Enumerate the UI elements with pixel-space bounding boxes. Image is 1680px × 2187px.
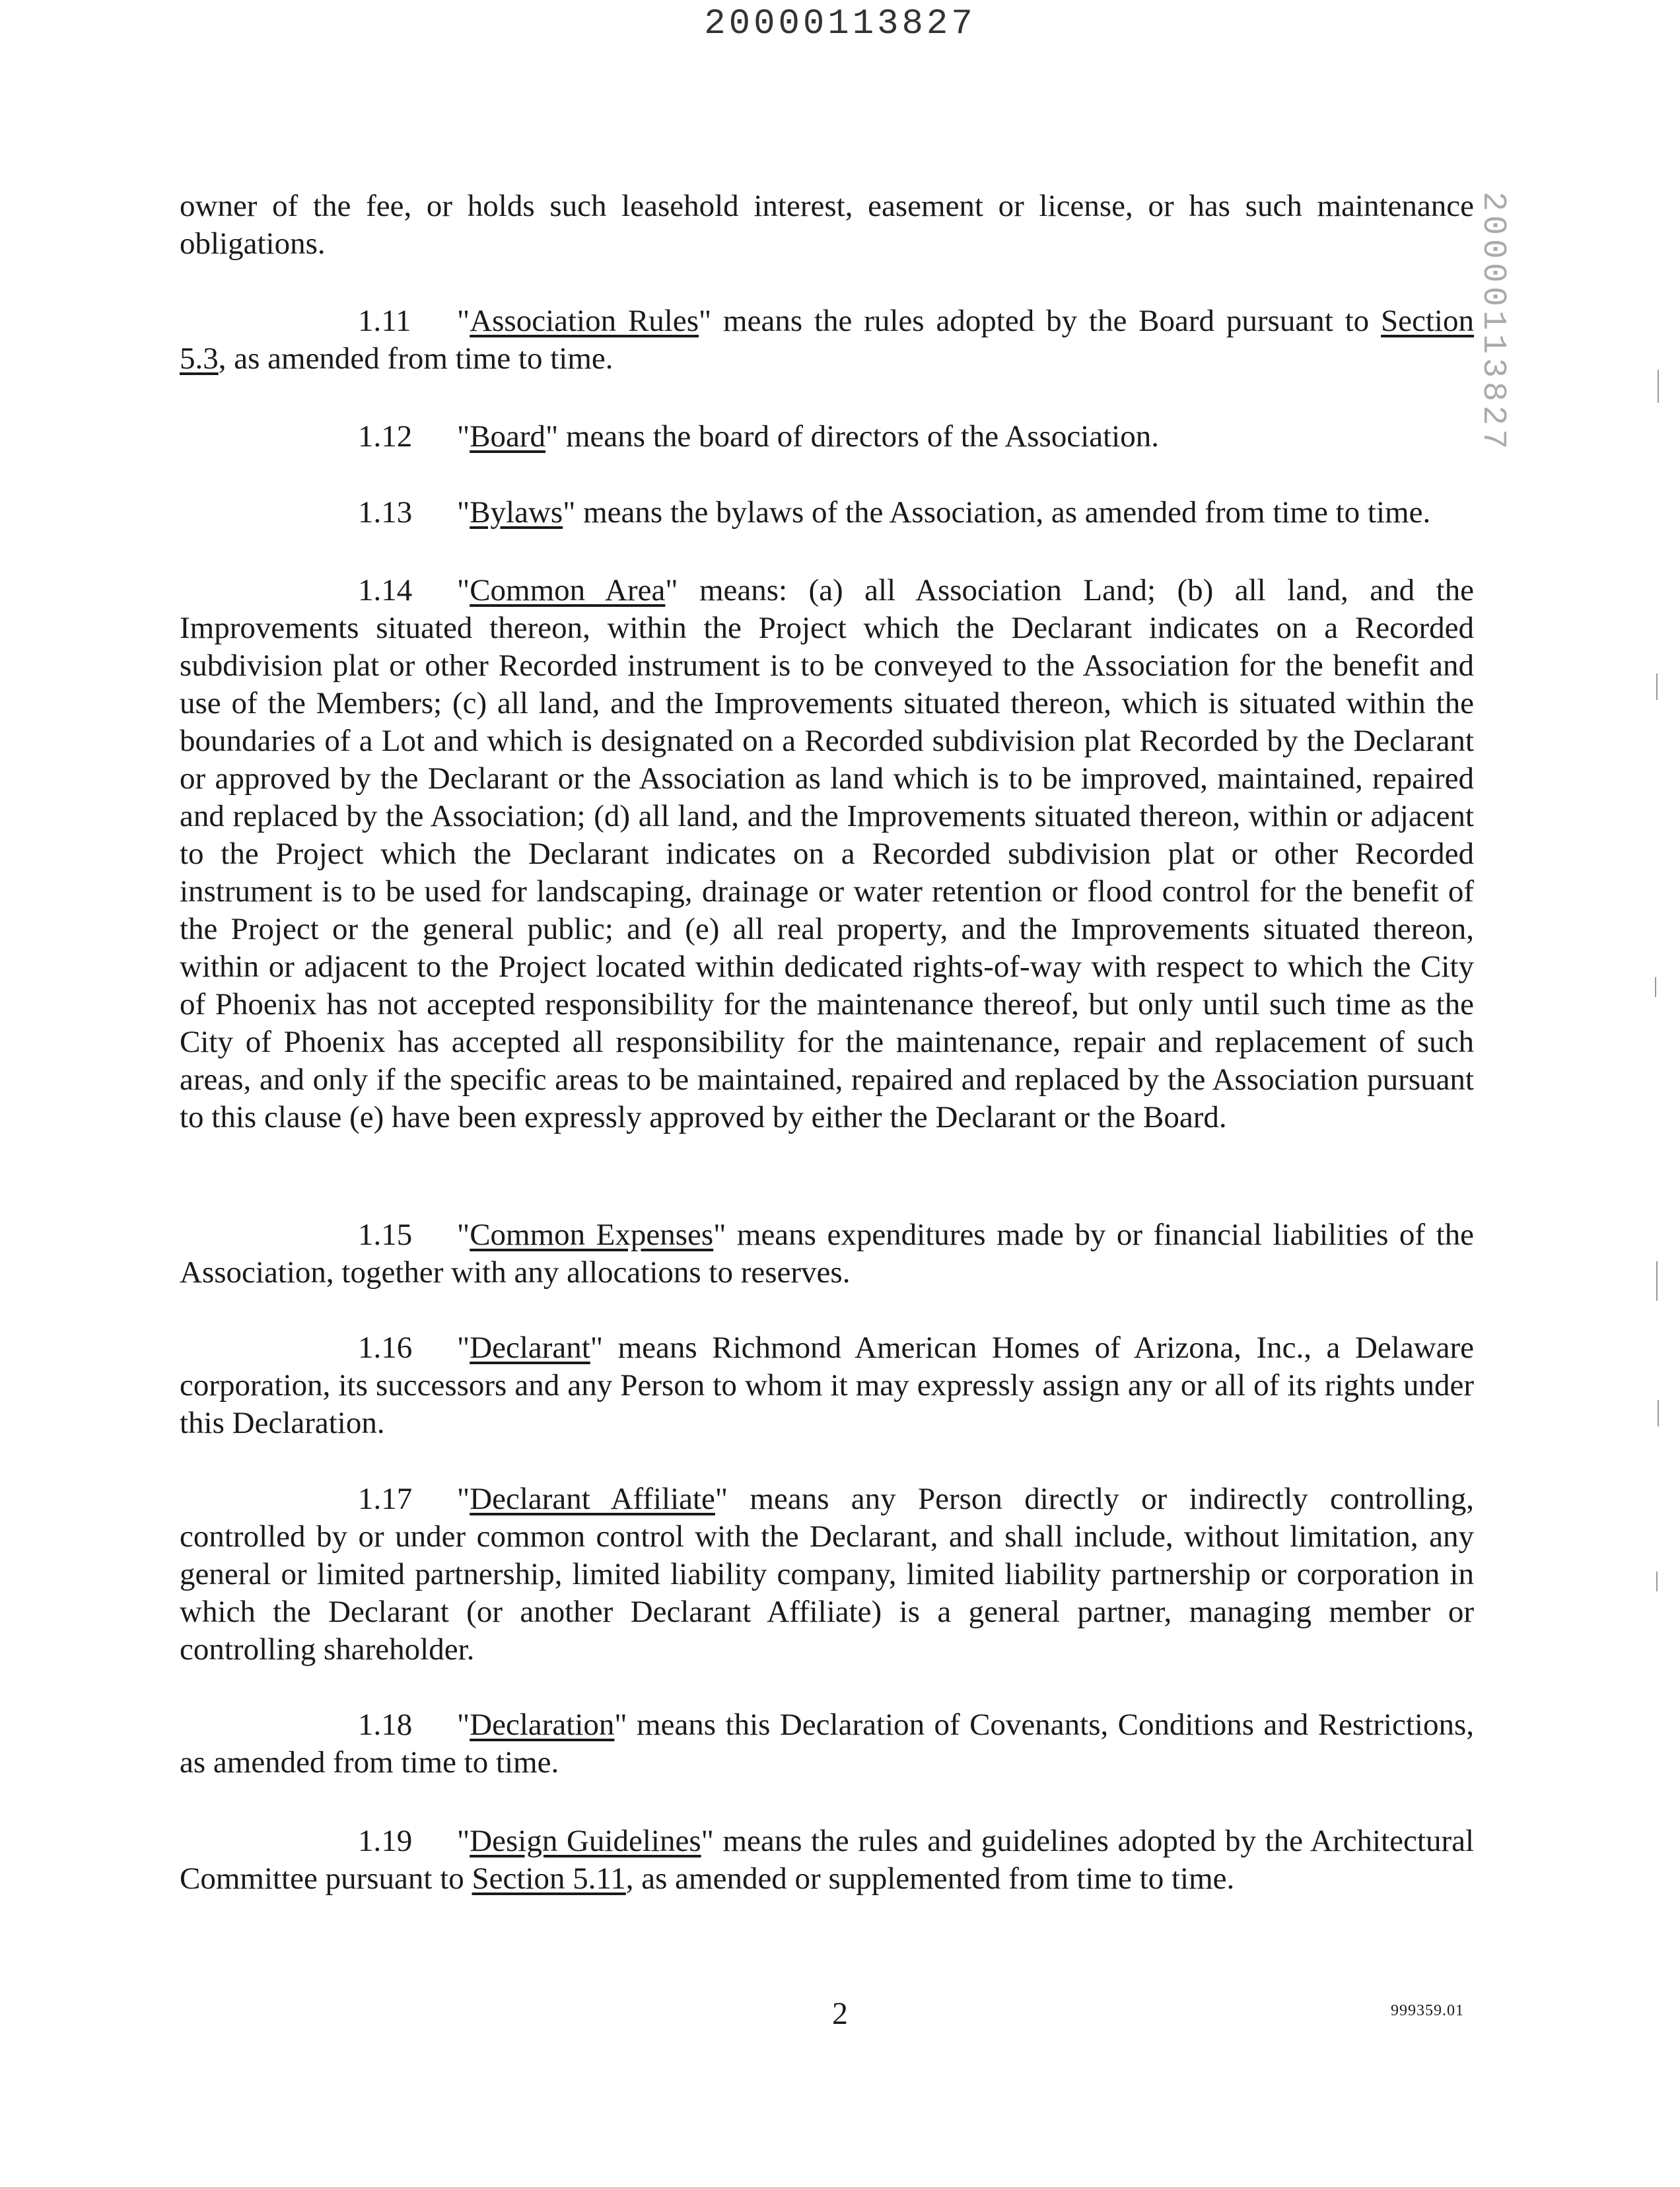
definition-text: " means the bylaws of the Association, as amended from time to time. — [563, 495, 1431, 530]
continuation-paragraph: owner of the fee, or holds such leasehold interest, easement or license, or has such maintenance obligations. — [180, 189, 1474, 261]
section-number: 1.19 — [358, 1824, 413, 1858]
document-reference: 999359.01 — [1391, 2002, 1464, 2019]
definition-1-12: 1.12 "Board" means the board of directors of the Association. — [180, 418, 1474, 456]
defined-term: Declaration — [470, 1708, 615, 1742]
document-number: 20000113827 — [704, 4, 976, 44]
section-reference-link[interactable]: Section 5.11 — [472, 1861, 626, 1896]
defined-term: Bylaws — [470, 495, 563, 530]
definition-text: " means Richmond American Homes of Arizona, Inc., a Delaware corporation, its successors and any Person to whom it may expressly assign any or all of its rights under this Declaration. — [180, 1331, 1474, 1440]
defined-term: Board — [470, 419, 546, 454]
definition-1-18: 1.18 "Declaration" means this Declaration of Covenants, Conditions and Restrictions, as amended from time to time. — [180, 1708, 1474, 1780]
defined-term: Association Rules — [470, 304, 699, 338]
defined-term: Common Expenses — [470, 1218, 714, 1252]
section-number: 1.16 — [358, 1331, 413, 1365]
defined-term: Design Guidelines — [470, 1824, 701, 1858]
definition-text: " means any Person directly or indirectly controlling, controlled by or under common control with the Declarant, and shall include, without limitation, any general or limited partnership, limited liability company, limited liability partnership or corporation in which the Declarant (or another Declarant Affiliate) is a general partner, managing member or controlling shareholder. — [180, 1482, 1474, 1667]
definition-1-11: 1.11 "Association Rules" means the rules adopted by the Board pursuant to Section 5.3, as amended from time to time. — [180, 304, 1474, 376]
definition-1-13: 1.13 "Bylaws" means the bylaws of the Association, as amended from time to time. — [180, 494, 1474, 532]
definition-1-16: 1.16 "Declarant" means Richmond American Homes of Arizona, Inc., a Delaware corporation, its successors and any Person to whom it may expressly assign any or all of its rights under this Declaration. — [180, 1331, 1474, 1440]
defined-term: Declarant — [470, 1331, 590, 1365]
section-number: 1.11 — [358, 304, 411, 338]
definition-text: " means expenditures made by or financial liabilities of the Association, together with any allocations to reserves. — [180, 1218, 1474, 1290]
scan-artifact — [1656, 1261, 1658, 1301]
page-number: 2 — [832, 1996, 848, 2031]
scan-artifact — [1656, 674, 1658, 700]
section-reference-link[interactable]: Section 5.3 — [180, 304, 1474, 376]
definition-text: , as amended from time to time. — [218, 341, 613, 376]
section-number: 1.18 — [358, 1708, 413, 1742]
scan-artifact — [1656, 1572, 1658, 1591]
definition-1-15: 1.15 "Common Expenses" means expenditures made by or financial liabilities of the Association, together with any allocations to reserves. — [180, 1218, 1474, 1290]
scan-artifact — [1655, 977, 1656, 997]
definition-1-14: 1.14 "Common Area" means: (a) all Association Land; (b) all land, and the Improvements situated thereon, within the Project which the Declarant indicates on a Recorded subdivision plat or other Recorded instrument is to be conveyed to the Association for the benefit and use of the Members; (c) all land, and the Improvements situated thereon, which is situated within the boundaries of a Lot and which is designated on a Recorded subdivision plat Recorded by the Declarant or approved by the Declarant or the Association as land which is to be improved, maintained, repaired and replaced by the Association; (d) all land, and the Improvements situated thereon, within or adjacent to the Project which the Declarant indicates on a Recorded subdivision plat or other Recorded instrument is to be used for landscaping, drainage or water retention or flood control for the benefit of the Project or the general public; and (e) all real property, and the Improvements situated thereon, within or adjacent to the Project located within dedicated rights-of-way with respect to which the City of Phoenix has not accepted responsibility for the maintenance thereof, but only until such time as the City of Phoenix has accepted all responsibility for the maintenance, repair and replacement of such areas, and only if the specific areas to be maintained, repaired and replaced by the Association pursuant to this clause (e) have been expressly approved by either the Declarant or the Board. — [180, 573, 1474, 1134]
definition-1-19: 1.19 "Design Guidelines" means the rules and guidelines adopted by the Architectural Committee pursuant to Section 5.11, as amended or supplemented from time to time. — [180, 1824, 1475, 1896]
scan-artifact — [1658, 370, 1659, 403]
definition-text: " means the board of directors of the Association. — [545, 419, 1159, 454]
section-number: 1.12 — [358, 419, 413, 454]
definition-text: " means the rules adopted by the Board pursuant to — [699, 304, 1382, 338]
section-number: 1.15 — [358, 1218, 413, 1252]
section-number: 1.17 — [358, 1482, 413, 1516]
definition-text: , as amended or supplemented from time to time. — [625, 1861, 1235, 1896]
section-number: 1.14 — [358, 573, 413, 608]
definition-text: " means this Declaration of Covenants, Conditions and Restrictions, as amended from time to time. — [180, 1708, 1474, 1780]
definition-1-17: 1.17 "Declarant Affiliate" means any Person directly or indirectly controlling, controlled by or under common control with the Declarant, and shall include, without limitation, any general or limited partnership, limited liability company, limited liability partnership or corporation in which the Declarant (or another Declarant Affiliate) is a general partner, managing member or controlling shareholder. — [180, 1482, 1474, 1667]
definition-text: " means: (a) all Association Land; (b) all land, and the Improvements situated thereon, within the Project which the Declarant indicates on a Recorded subdivision plat or other Recorded instrument is to be conveyed to the Association for the benefit and use of the Members; (c) all land, and the Improvements situated thereon, which is situated within the boundaries of a Lot and which is designated on a Recorded subdivision plat Recorded by the Declarant or approved by the Declarant or the Association as land which is to be improved, maintained, repaired and replaced by the Association; (d) all land, and the Improvements situated thereon, within or adjacent to the Project which the Declarant indicates on a Recorded subdivision plat or other Recorded instrument is to be used for landscaping, drainage or water retention or flood control for the benefit of the Project or the general public; and (e) all real property, and the Improvements situated thereon, within or adjacent to the Project located within dedicated rights-of-way with respect to which the City of Phoenix has not accepted responsibility for the maintenance thereof, but only until such time as the City of Phoenix has accepted all responsibility for the maintenance, repair and replacement of such areas, and only if the specific areas to be maintained, repaired and replaced by the Association pursuant to this clause (e) have been expressly approved by either the Declarant or the Board. — [180, 573, 1474, 1134]
defined-term: Declarant Affiliate — [470, 1482, 715, 1516]
scan-artifact — [1658, 1400, 1659, 1426]
side-stamp: 20000113827 — [1474, 191, 1512, 454]
defined-term: Common Area — [470, 573, 666, 608]
definition-text: " means the rules and guidelines adopted by the Architectural Committee pursuant to — [180, 1824, 1475, 1896]
section-number: 1.13 — [358, 495, 413, 530]
